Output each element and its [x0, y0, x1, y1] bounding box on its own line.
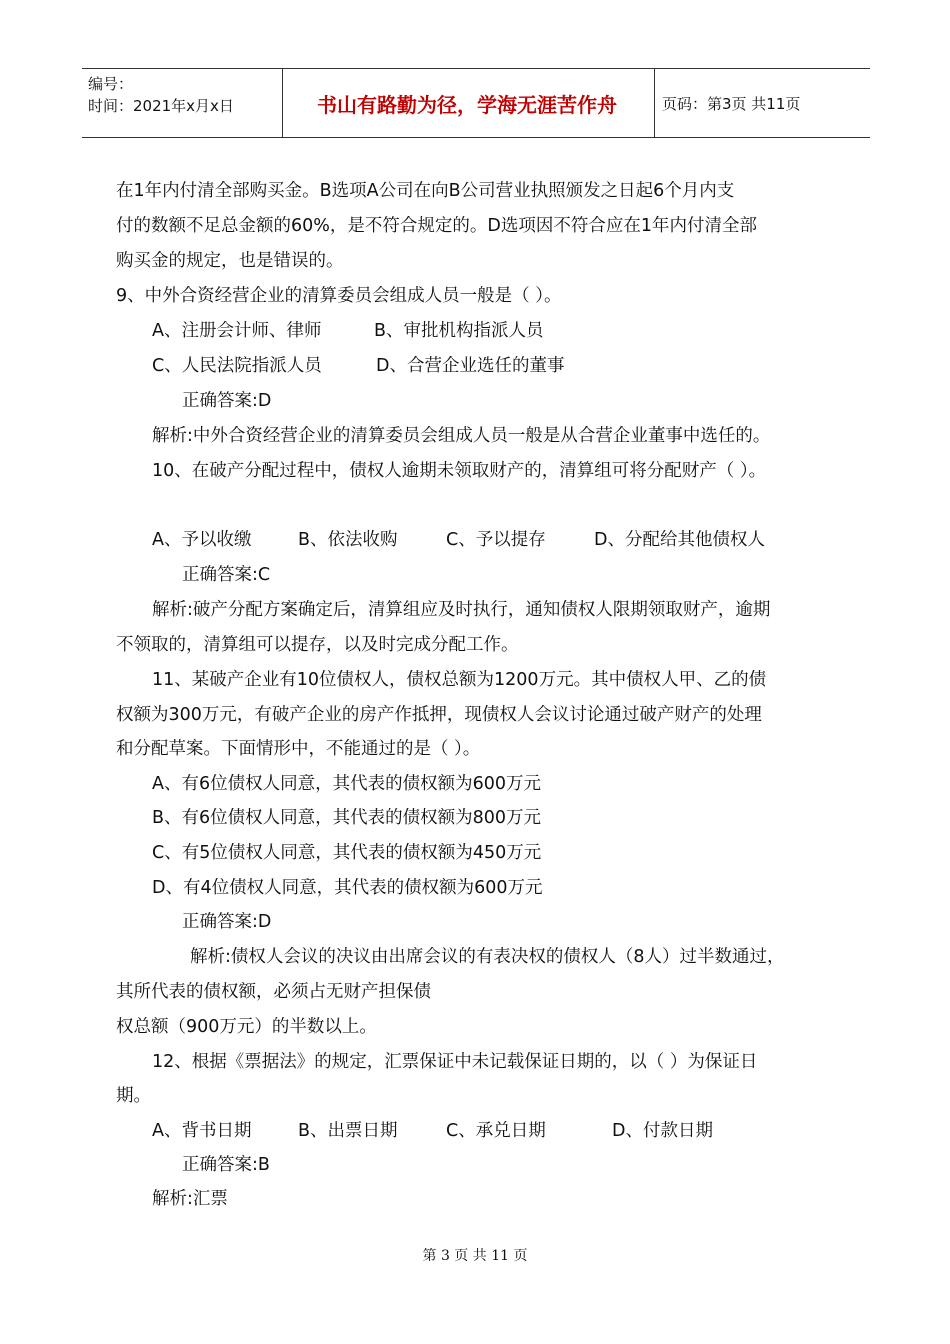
number-label: 编号： [88, 75, 134, 93]
option-d: D、有4位债权人同意，其代表的债权额为600万元 [152, 878, 543, 898]
header-divider [654, 69, 655, 137]
header-table [82, 68, 870, 138]
correct-answer: 正确答案:C [182, 565, 271, 585]
question-12: 期。 [116, 1086, 151, 1106]
options-row [152, 1118, 713, 1144]
question-12: 12、根据《票据法》的规定，汇票保证中未记载保证日期的，以（ ）为保证日 [152, 1052, 758, 1072]
explanation: 解析:破产分配方案确定后，清算组应及时执行，通知债权人限期领取财产，逾期 [152, 600, 771, 620]
option-c: C、有5位债权人同意，其代表的债权额为450万元 [152, 843, 542, 863]
question-11: 权额为300万元，有破产企业的房产作抵押，现债权人会议讨论通过破产财产的处理 [116, 705, 762, 725]
explanation: 其所代表的债权额，必须占无财产担保债 [116, 982, 431, 1002]
option-b: B、有6位债权人同意，其代表的债权额为800万元 [152, 808, 542, 828]
option-b: B、出票日期 [298, 1121, 398, 1141]
correct-answer: 正确答案:B [182, 1155, 270, 1175]
option-b: B、审批机构指派人员 [374, 321, 544, 341]
option-d: D、付款日期 [612, 1121, 713, 1141]
option-a: A、背书日期 [152, 1121, 252, 1141]
option-c: C、人民法院指派人员 [152, 356, 322, 376]
options-row [152, 353, 564, 379]
options-row [152, 527, 765, 553]
header-page-info: 页码：第3页 共11页 [662, 94, 801, 113]
option-d: D、分配给其他债权人 [594, 530, 765, 550]
correct-answer: 正确答案:D [182, 391, 272, 411]
question-10: 10、在破产分配过程中，债权人逾期未领取财产的，清算组可将分配财产（ ）。 [152, 461, 767, 481]
option-a: A、注册会计师、律师 [152, 321, 322, 341]
header-meta [88, 73, 234, 117]
paragraph-line: 购买金的规定，也是错误的。 [116, 251, 344, 271]
option-b: B、依法收购 [298, 530, 398, 550]
explanation: 解析:汇票 [152, 1189, 228, 1209]
paragraph-line: 在1年内付清全部购买金。B选项A公司在向B公司营业执照颁发之日起6个月内支 [116, 181, 735, 201]
time-label: 时间：2021年x月x日 [88, 97, 234, 115]
question-11: 和分配草案。下面情形中，不能通过的是（ ）。 [116, 739, 481, 759]
correct-answer: 正确答案:D [182, 912, 272, 932]
explanation: 不领取的，清算组可以提存，以及时完成分配工作。 [116, 635, 519, 655]
explanation: 解析:债权人会议的决议由出席会议的有表决权的债权人（8人）过半数通过， [190, 947, 785, 967]
page-footer: 第 3 页 共 11 页 [422, 1248, 528, 1264]
option-a: A、予以收缴 [152, 530, 252, 550]
question-9: 9、中外合资经营企业的清算委员会组成人员一般是（ ）。 [116, 286, 562, 306]
question-11: 11、某破产企业有10位债权人，债权总额为1200万元。其中债权人甲、乙的债 [152, 670, 767, 690]
paragraph-line: 付的数额不足总金额的60%，是不符合规定的。D选项因不符合应在1年内付清全部 [116, 216, 758, 236]
option-a: A、有6位债权人同意，其代表的债权额为600万元 [152, 774, 542, 794]
option-c: C、予以提存 [446, 530, 546, 550]
explanation: 解析:中外合资经营企业的清算委员会组成人员一般是从合营企业董事中选任的。 [152, 426, 771, 446]
option-c: C、承兑日期 [446, 1121, 546, 1141]
options-row [152, 318, 544, 344]
option-d: D、合营企业选任的董事 [376, 356, 565, 376]
header-motto: 书山有路勤为径，学海无涯苦作舟 [317, 92, 617, 117]
explanation: 权总额（900万元）的半数以上。 [116, 1017, 377, 1037]
